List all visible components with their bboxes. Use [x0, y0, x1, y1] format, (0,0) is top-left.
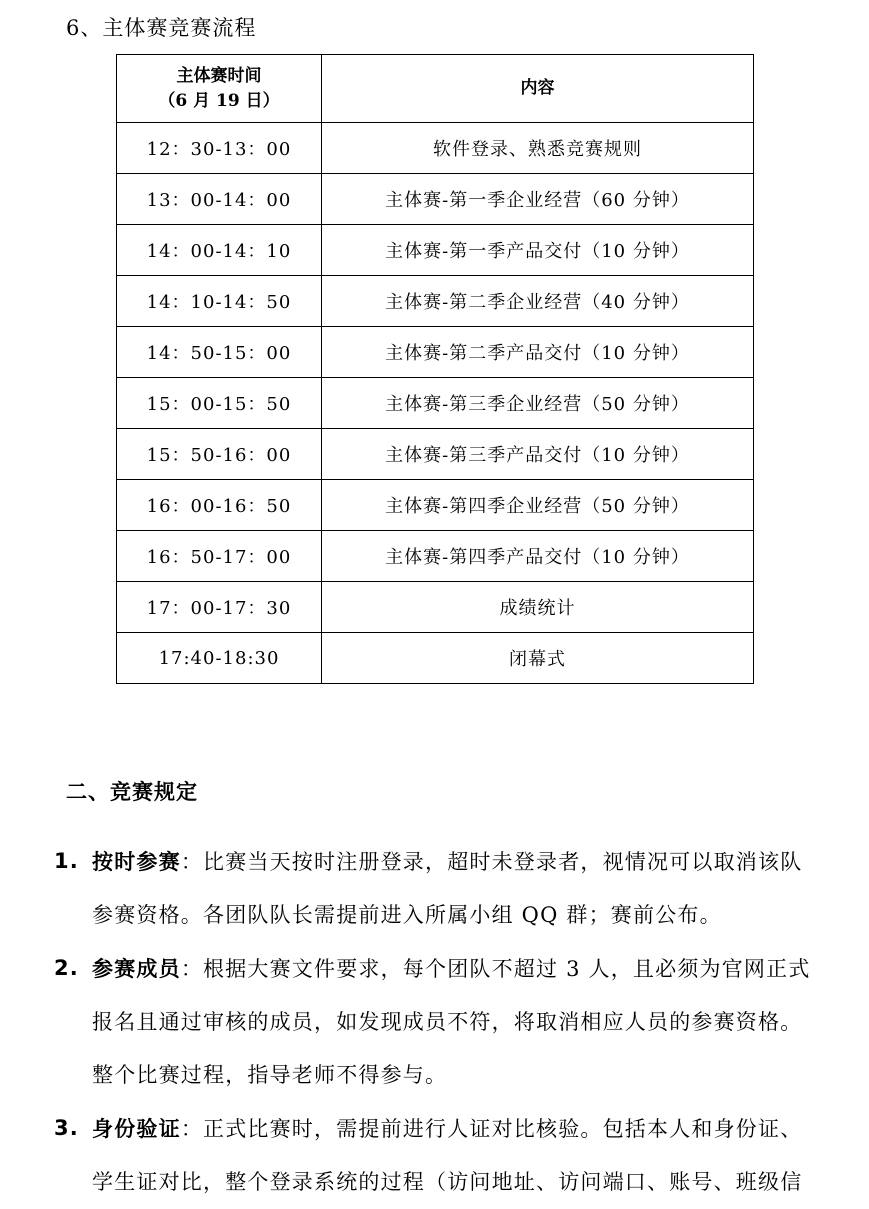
content-column-header: 内容	[322, 55, 754, 123]
rule-item	[54, 1102, 854, 1209]
time-header-line1: 主体赛时间	[176, 65, 262, 86]
rule-text-line: 参赛资格。各团队队长需提前进入所属小组 QQ 群；赛前公布。	[92, 903, 722, 927]
table-row	[117, 480, 754, 531]
content-cell: 主体赛-第一季产品交付（10 分钟）	[322, 225, 754, 276]
content-cell: 主体赛-第一季企业经营（60 分钟）	[322, 174, 754, 225]
table-row	[117, 633, 754, 684]
table-row	[117, 378, 754, 429]
table-row	[117, 225, 754, 276]
rule-first-line	[92, 942, 854, 996]
table-row	[117, 174, 754, 225]
rule-keyword: 身份验证	[92, 1116, 181, 1141]
content-cell: 成绩统计	[322, 582, 754, 633]
table-row	[117, 276, 754, 327]
rule-keyword: 参赛成员	[92, 956, 181, 981]
rule-item	[54, 942, 854, 1102]
time-column-header	[117, 55, 322, 123]
content-cell: 主体赛-第四季产品交付（10 分钟）	[322, 531, 754, 582]
rule-first-line	[92, 835, 854, 889]
rule-text-line: 学生证对比，整个登录系统的过程（访问地址、访问端口、账号、班级信	[92, 1170, 803, 1194]
rule-keyword: 按时参赛	[92, 849, 181, 874]
schedule-table	[116, 54, 754, 684]
time-cell: 17:40-18:30	[117, 633, 322, 684]
rule-text-line: 报名且通过审核的成员，如发现成员不符，将取消相应人员的参赛资格。	[92, 1010, 803, 1034]
time-cell: 14：50-15：00	[117, 327, 322, 378]
content-cell: 主体赛-第二季产品交付（10 分钟）	[322, 327, 754, 378]
table-row	[117, 327, 754, 378]
time-cell: 14：10-14：50	[117, 276, 322, 327]
time-cell: 16：50-17：00	[117, 531, 322, 582]
rule-first-line	[92, 1102, 854, 1156]
table-row	[117, 582, 754, 633]
table-row	[117, 123, 754, 174]
rule-text: ：比赛当天按时注册登录，超时未登录者，视情况可以取消该队	[180, 850, 803, 874]
time-cell: 12：30-13：00	[117, 123, 322, 174]
table-header-row	[117, 55, 754, 123]
section-6-heading: 6、主体赛竞赛流程	[66, 16, 257, 40]
time-cell: 17：00-17：30	[117, 582, 322, 633]
time-cell: 16：00-16：50	[117, 480, 322, 531]
time-cell: 15：50-16：00	[117, 429, 322, 480]
rule-item	[54, 835, 854, 942]
content-cell: 主体赛-第二季企业经营（40 分钟）	[322, 276, 754, 327]
time-cell: 14：00-14：10	[117, 225, 322, 276]
rule-number: 3.	[54, 1116, 79, 1140]
content-cell: 主体赛-第三季企业经营（50 分钟）	[322, 378, 754, 429]
rules-list	[54, 835, 854, 1209]
content-cell: 软件登录、熟悉竞赛规则	[322, 123, 754, 174]
section-2-heading: 二、竞赛规定	[66, 779, 198, 804]
time-header-line2: （6 月 19 日）	[158, 90, 280, 111]
content-cell: 主体赛-第三季产品交付（10 分钟）	[322, 429, 754, 480]
rule-text: ：根据大赛文件要求，每个团队不超过 3 人，且必须为官网正式	[180, 957, 811, 981]
rule-number: 1.	[54, 849, 79, 873]
time-cell: 13：00-14：00	[117, 174, 322, 225]
content-cell: 闭幕式	[322, 633, 754, 684]
table-row	[117, 531, 754, 582]
rule-text-line: 整个比赛过程，指导老师不得参与。	[92, 1063, 448, 1087]
rule-number: 2.	[54, 956, 79, 980]
rule-text: ：正式比赛时，需提前进行人证对比核验。包括本人和身份证、	[180, 1117, 803, 1141]
content-cell: 主体赛-第四季企业经营（50 分钟）	[322, 480, 754, 531]
time-cell: 15：00-15：50	[117, 378, 322, 429]
table-row	[117, 429, 754, 480]
